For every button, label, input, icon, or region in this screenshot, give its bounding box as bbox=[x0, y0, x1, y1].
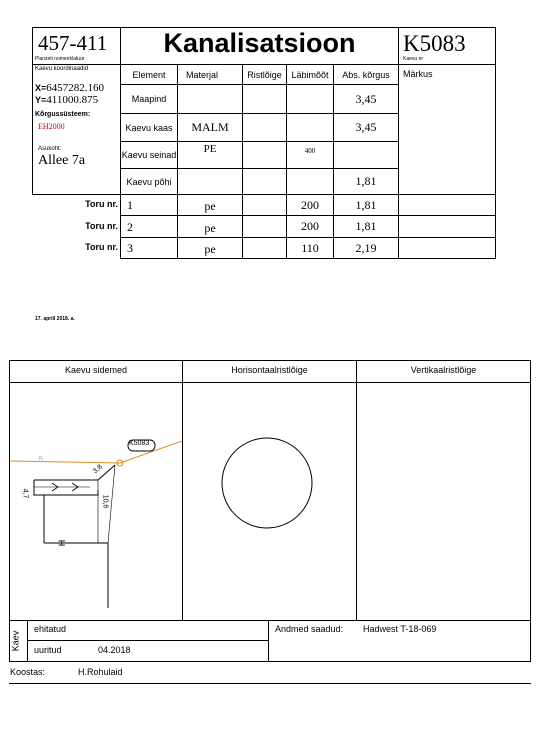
y-label: Y= bbox=[35, 95, 47, 105]
nomenclature: 457-411 bbox=[38, 31, 108, 55]
pipe-diameter: 110 bbox=[301, 240, 319, 255]
surveyed-label: uuritud bbox=[34, 645, 62, 655]
panel-title-horizontal: Horisontaalristlõige bbox=[231, 365, 308, 375]
pipe-diameter: 200 bbox=[301, 219, 319, 233]
date-stamp: 17. aprill 2018. a. bbox=[35, 316, 75, 322]
well-id: K5083 bbox=[403, 31, 466, 56]
pipe-material: pe bbox=[204, 198, 216, 213]
y-coordinate bbox=[35, 94, 98, 106]
pipe-height: 1,81 bbox=[355, 219, 377, 233]
header-material: Materjal bbox=[186, 69, 219, 80]
coords-label: Kaevu koordinaadid bbox=[35, 66, 89, 72]
surveyed-value: 04.2018 bbox=[98, 645, 131, 655]
pipe-letter: K bbox=[39, 456, 44, 462]
location-value: Allee 7a bbox=[38, 153, 86, 168]
row-element: Kaevu põhi bbox=[126, 176, 172, 187]
header-element: Element bbox=[132, 69, 166, 80]
x-coordinate bbox=[35, 82, 104, 94]
height-system-label: Kõrgussüsteem: bbox=[35, 111, 91, 118]
well-label: K5083 bbox=[129, 440, 150, 447]
x-label: X= bbox=[35, 83, 47, 93]
connections-sketch bbox=[10, 383, 182, 620]
pipe-height: 1,81 bbox=[355, 197, 377, 212]
side-label: Kaev bbox=[10, 630, 21, 652]
panel-title-connections: Kaevu sidemed bbox=[64, 365, 128, 375]
data-source-label: Andmed saadud: bbox=[275, 624, 344, 634]
panel-title-vertical: Vertikaalristlõige bbox=[410, 365, 477, 375]
dimension-label: 3,8 bbox=[91, 463, 104, 476]
x-value: 6457282.160 bbox=[46, 82, 105, 94]
row-material: PE bbox=[203, 143, 217, 155]
building-mark: H bbox=[56, 539, 67, 547]
pipe-diameter: 200 bbox=[301, 197, 319, 212]
pipe-label: Toru nr. bbox=[85, 199, 118, 209]
well-circle bbox=[222, 438, 312, 528]
y-value: 411000.875 bbox=[46, 94, 99, 106]
row-element: Kaevu kaas bbox=[125, 122, 173, 133]
built-label: ehitatud bbox=[34, 624, 67, 634]
header-section: Ristlõige bbox=[247, 69, 282, 80]
pipe-material: pe bbox=[204, 241, 216, 256]
height-system-value: EH2000 bbox=[38, 122, 65, 131]
row-material: MALM bbox=[191, 120, 229, 134]
author-label: Koostas: bbox=[10, 667, 46, 677]
horizontal-section bbox=[183, 383, 356, 620]
header-height: Abs. kõrgus bbox=[342, 69, 390, 80]
location-label: Asukoht: bbox=[38, 146, 62, 152]
pipe-number: 3 bbox=[127, 241, 133, 255]
row-height: 3,45 bbox=[355, 120, 377, 134]
data-source-value: Hadwest T-18-069 bbox=[363, 624, 437, 634]
pipe-label: Toru nr. bbox=[85, 242, 118, 252]
pipe-height: 2,19 bbox=[355, 240, 377, 255]
pipe-number: 1 bbox=[127, 198, 133, 212]
dimension-label: 10,6 bbox=[101, 494, 109, 509]
pipe-number: 2 bbox=[127, 220, 133, 234]
nomenclature-caption: Planzeti nomenklatuur bbox=[35, 56, 85, 62]
row-height: 3,45 bbox=[355, 91, 377, 106]
card-title: Kanalisatsioon bbox=[163, 28, 356, 58]
row-element: Maapind bbox=[131, 94, 167, 104]
row-element: Kaevu seinad bbox=[121, 150, 177, 160]
row-diameter: 400 bbox=[304, 147, 316, 155]
well-id-caption: Kaevu nr bbox=[403, 56, 424, 62]
row-height: 1,81 bbox=[355, 174, 377, 188]
header-diameter: Läbimõõt bbox=[291, 69, 329, 80]
pipe-label: Toru nr. bbox=[85, 221, 118, 231]
header-notes: Märkus bbox=[403, 69, 433, 79]
author-value: H.Rohulaid bbox=[78, 667, 123, 677]
pipe-material: pe bbox=[204, 220, 216, 235]
dimension-label: 4,7 bbox=[21, 488, 29, 499]
